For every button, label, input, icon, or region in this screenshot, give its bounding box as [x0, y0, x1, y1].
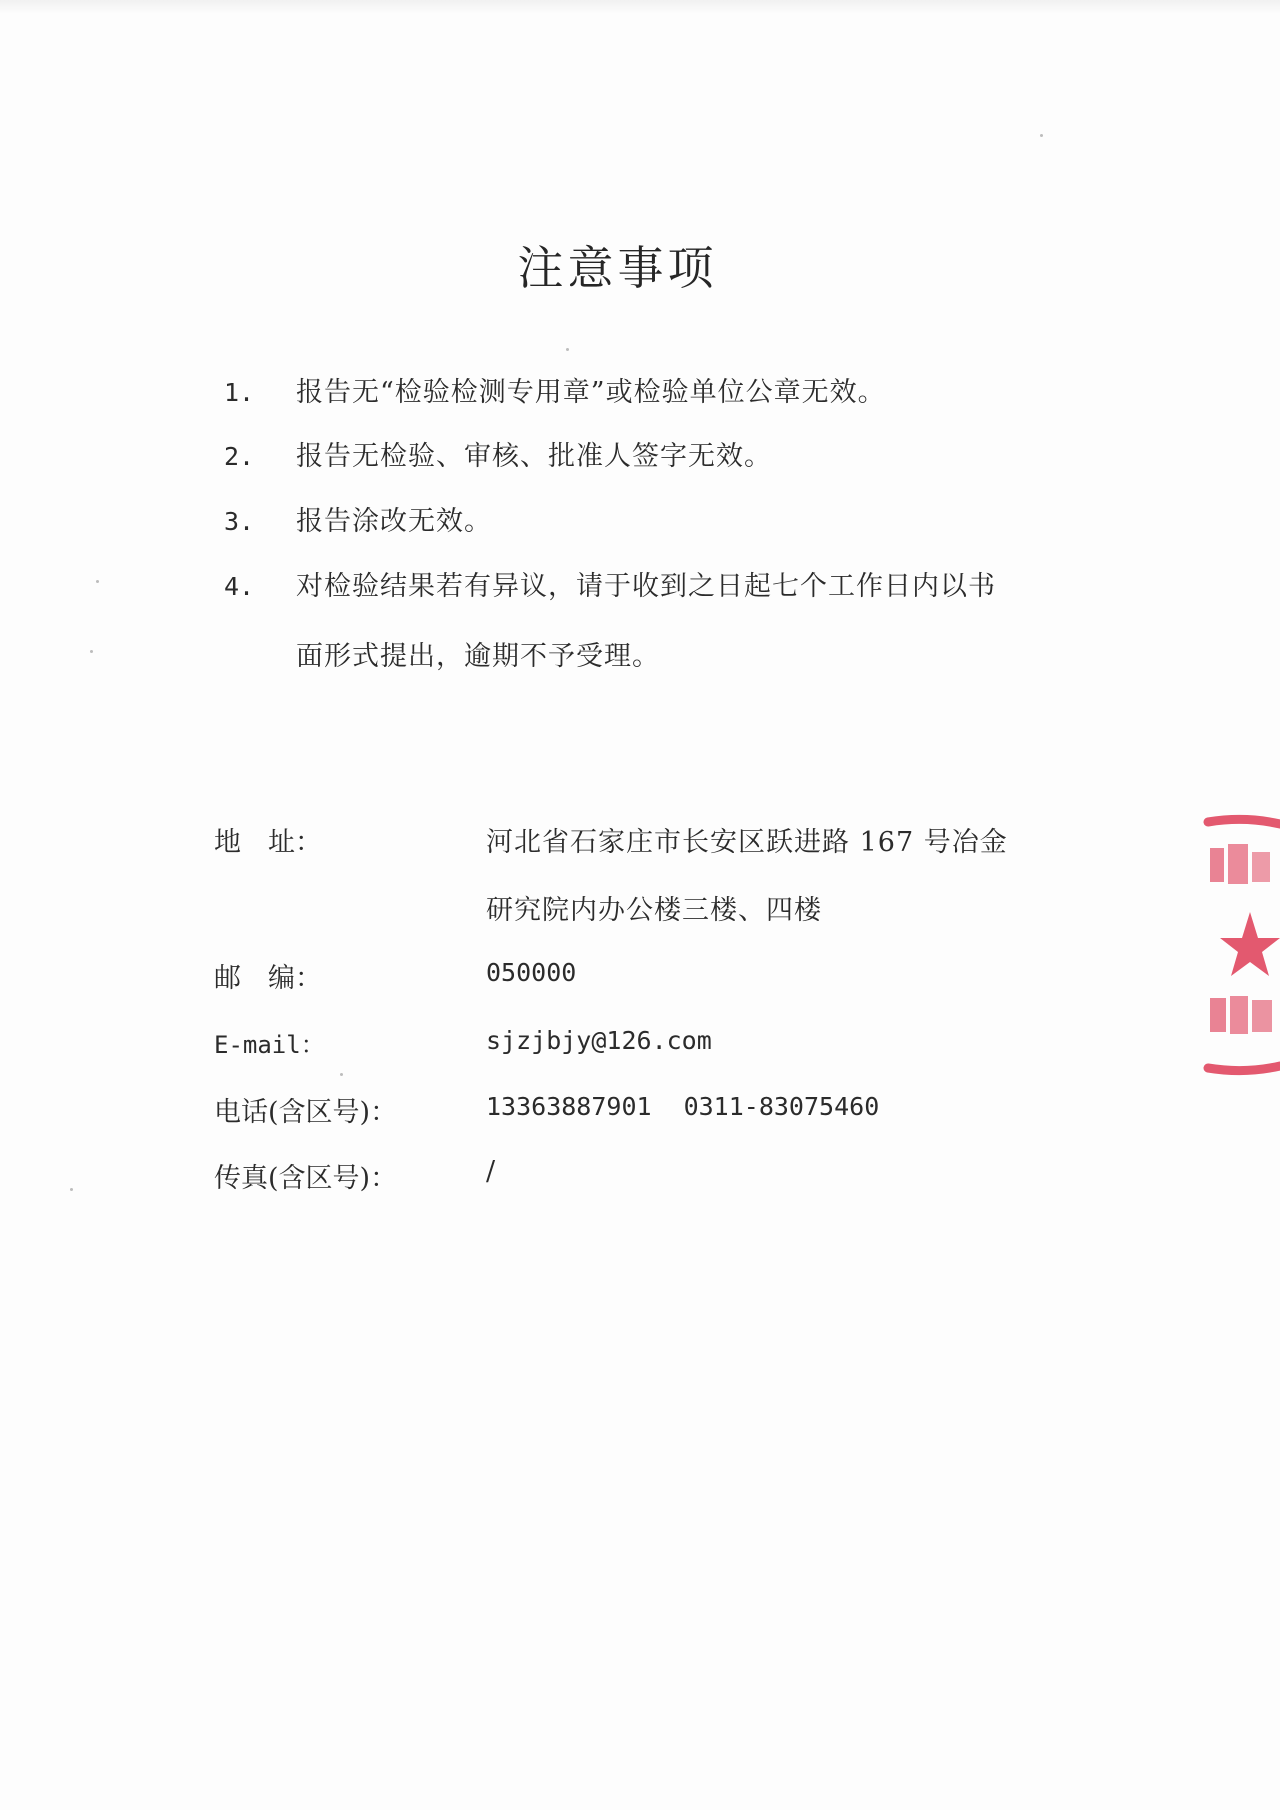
official-seal — [1200, 810, 1280, 1080]
email-value: sjzjbjy@126.com — [486, 1026, 712, 1055]
fax-label: 传真(含区号)： — [214, 1163, 398, 1194]
scan-speck — [90, 650, 93, 653]
postcode-label: 邮 编： — [214, 963, 322, 994]
notice-text: 报告涂改无效。 — [296, 506, 492, 537]
phone-label: 电话(含区号)： — [214, 1097, 398, 1128]
notice-text: 报告无检验、审核、批准人签字无效。 — [296, 441, 772, 472]
scan-speck — [96, 580, 99, 583]
scan-speck — [340, 1073, 343, 1076]
notice-text: 报告无“检验检测专用章”或检验单位公章无效。 — [296, 377, 886, 408]
notice-number: 3. — [224, 507, 255, 536]
scan-speck — [566, 348, 569, 351]
page-title: 注意事项 — [517, 241, 718, 295]
star-icon — [1220, 912, 1280, 976]
address-line-1: 河北省石家庄市长安区跃进路 167 号冶金 — [486, 827, 1008, 858]
address-label: 地 址： — [214, 827, 322, 858]
scan-speck — [1040, 134, 1043, 137]
postcode-value: 050000 — [486, 958, 577, 987]
phone-value — [486, 1092, 879, 1121]
phone-number-mobile: 13363887901 — [486, 1092, 652, 1121]
scan-speck — [70, 1188, 73, 1191]
phone-number-landline: 0311-83075460 — [683, 1092, 880, 1121]
address-line-2: 研究院内办公楼三楼、四楼 — [486, 895, 822, 926]
notice-number: 2. — [224, 442, 255, 471]
seal-graphic — [1200, 810, 1280, 1080]
scan-edge — [0, 0, 1280, 14]
notice-item-4-continuation: 面形式提出，逾期不予受理。 — [296, 641, 660, 672]
notice-text: 对检验结果若有异议，请于收到之日起七个工作日内以书 — [296, 571, 996, 602]
email-label: E-mail： — [214, 1031, 325, 1059]
fax-value: / — [486, 1156, 497, 1187]
notice-number: 4. — [224, 572, 255, 601]
notice-number: 1. — [224, 378, 255, 407]
